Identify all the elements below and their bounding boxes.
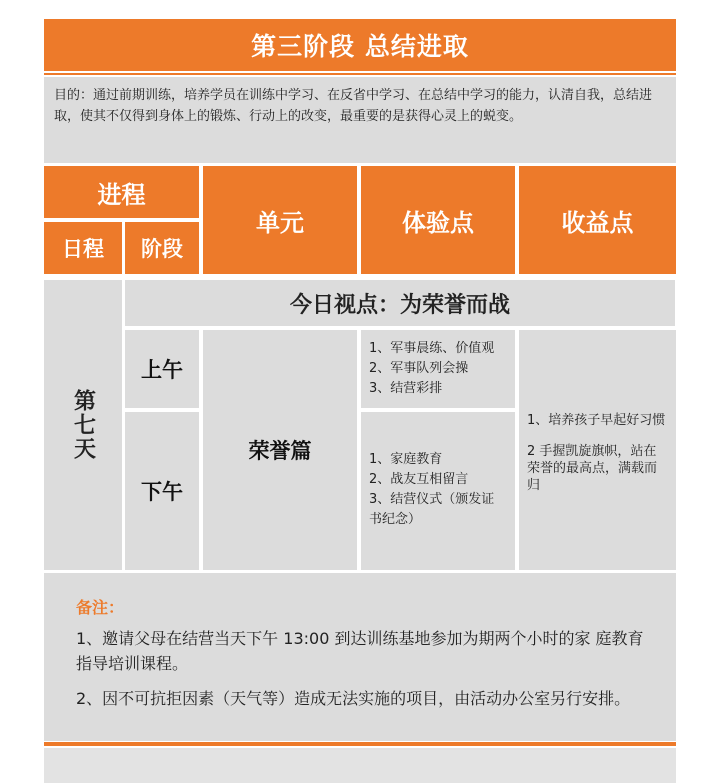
list-item: 3、结营仪式（颁发证书纪念） [369,492,495,527]
title-divider [44,73,676,75]
experience-afternoon [361,412,515,570]
daily-viewpoint: 今日视点：为荣誉而战 [125,280,675,326]
list-item: 2、因不可抗拒因素（天气等）造成无法实施的项目，由活动办公室另行安排。 [76,689,631,708]
list-item: 1、邀请父母在结营当天下午 13:00 到达训练基地参加为期两个小时的家 庭教育指导培训课程。 [76,629,644,673]
stage-morning: 上午 [125,330,199,408]
bottom-divider [44,742,676,746]
page-title: 第三阶段 总结进取 [44,19,676,71]
header-experience: 体验点 [361,166,515,274]
list-item: 2、军事队列会操 [369,361,469,376]
header-schedule: 日程 [44,222,122,274]
header-unit: 单元 [203,166,357,274]
list-item: 1、军事晨练、价值观 [369,341,495,356]
header-progress: 进程 [44,166,199,218]
notes-section [44,573,676,741]
header-benefit: 收益点 [519,166,676,274]
benefit-cell [519,330,676,570]
list-item: 2 手握凯旋旗帜，站在荣誉的最高点，满载而归 [527,444,658,493]
list-item: 3、结营彩排 [369,381,443,396]
list-item: 1、培养孩子早起好习惯 [527,413,666,428]
experience-morning [361,330,515,408]
stage-afternoon: 下午 [125,412,199,570]
list-item: 1、家庭教育 [369,452,443,467]
day-label: 第七天 [44,280,122,570]
unit-name: 荣誉篇 [203,330,357,570]
header-stage: 阶段 [125,222,199,274]
bottom-band [44,748,676,783]
list-item: 2、战友互相留言 [369,472,469,487]
notes-title: 备注： [76,598,125,617]
purpose-text: 目的：通过前期训练，培养学员在训练中学习、在反省中学习、在总结中学习的能力，认清自我，总结进取，使其不仅得到身体上的锻炼、行动上的改变，最重要的是获得心灵上的蜕变。 [44,77,676,163]
